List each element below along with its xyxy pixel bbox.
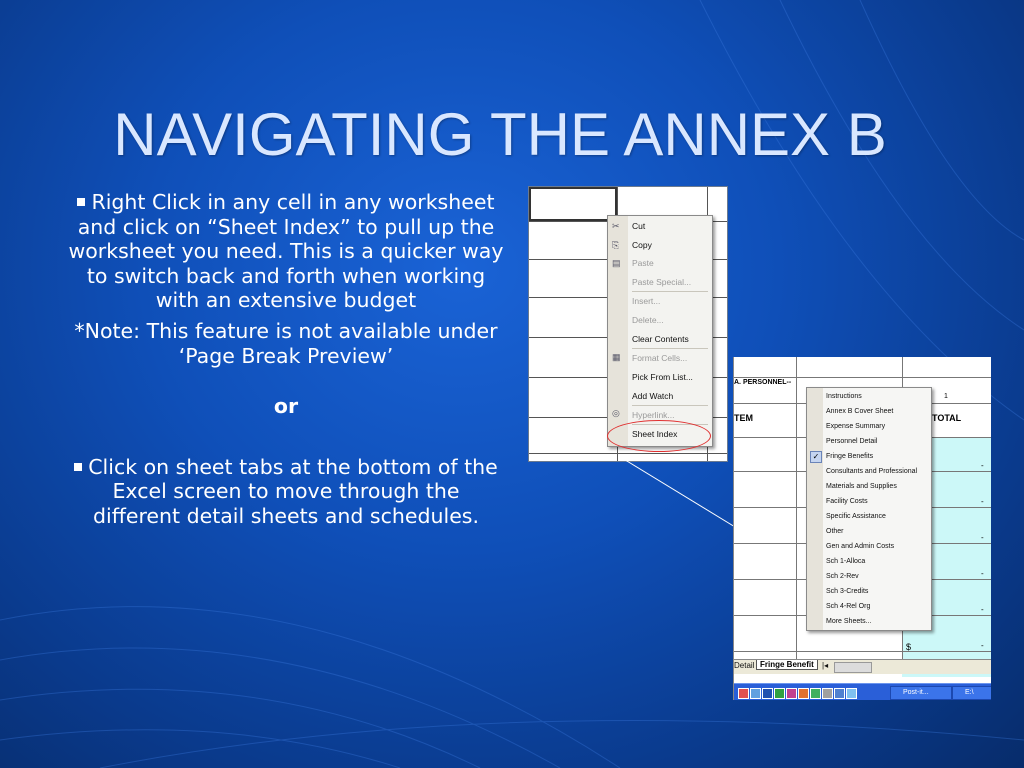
sheet-index-screenshot	[733, 357, 991, 700]
menu-item-paste[interactable]: Paste	[632, 258, 654, 268]
menu-item-copy[interactable]: Copy	[632, 240, 652, 250]
taskbar-button-drive[interactable]: E:\	[952, 686, 991, 700]
bullet-text: Click on sheet tabs at the bottom of the Excel screen to move through the different detail sheets and schedules.	[88, 454, 498, 528]
windows-taskbar	[734, 683, 991, 700]
sheet-tab-fringe-benefit[interactable]: Fringe Benefit	[756, 660, 818, 670]
sheet-menu-item[interactable]: Facility Costs	[826, 498, 868, 505]
menu-item-hyperlink[interactable]: Hyperlink...	[632, 410, 675, 420]
app-icon[interactable]	[810, 688, 821, 699]
hyperlink-icon: ◎	[612, 408, 620, 418]
sheet-menu-item[interactable]: Sch 1-Alloca	[826, 558, 866, 565]
taskbar-button-postit[interactable]: Post-it...	[890, 686, 952, 700]
sheet-menu-item[interactable]: Sch 3-Credits	[826, 588, 869, 595]
horizontal-scrollbar[interactable]	[834, 662, 872, 673]
bullet-item-sheet-tabs	[68, 455, 504, 529]
checkmark-icon: ✓	[810, 451, 822, 463]
grid-line	[796, 357, 797, 659]
app-icon[interactable]	[834, 688, 845, 699]
menu-item-add-watch[interactable]: Add Watch	[632, 391, 674, 401]
excel-icon[interactable]	[774, 688, 785, 699]
paste-icon: ▤	[612, 258, 621, 268]
selected-cell[interactable]	[529, 187, 617, 221]
cell-value: -	[981, 497, 984, 506]
highlight-oval	[607, 420, 711, 452]
sheet-menu-item[interactable]: Annex B Cover Sheet	[826, 408, 894, 415]
sheet-menu-item[interactable]: Materials and Supplies	[826, 483, 897, 490]
sheet-menu-item[interactable]: Gen and Admin Costs	[826, 543, 895, 550]
cell-value: -	[981, 605, 984, 614]
context-menu-screenshot	[528, 186, 728, 462]
sheet-menu-item[interactable]: Sch 4-Rel Org	[826, 603, 871, 610]
sheet-tabs-bar	[734, 659, 991, 674]
menu-item-pick-from-list[interactable]: Pick From List...	[632, 372, 693, 382]
sheet-menu-item-more[interactable]: More Sheets...	[826, 618, 872, 625]
grid-line	[734, 377, 991, 378]
menu-item-clear-contents[interactable]: Clear Contents	[632, 334, 689, 344]
menu-icon-strip	[807, 388, 823, 630]
scissors-icon: ✂	[612, 221, 620, 231]
app-icon[interactable]	[750, 688, 761, 699]
format-cells-icon: ▦	[612, 352, 621, 362]
total-column-header: TOTAL	[932, 413, 962, 423]
cell-value: -	[981, 461, 984, 470]
app-icon[interactable]	[786, 688, 797, 699]
powerpoint-icon[interactable]	[798, 688, 809, 699]
bullet-item-right-click	[68, 190, 504, 313]
copy-icon: ⎘	[612, 240, 620, 250]
context-menu	[607, 215, 713, 447]
menu-item-paste-special[interactable]: Paste Special...	[632, 277, 692, 287]
app-icon[interactable]	[846, 688, 857, 699]
currency-symbol: $	[906, 642, 912, 652]
sheet-index-menu	[806, 387, 932, 631]
cell-value: -	[981, 569, 984, 578]
slide-body	[68, 190, 504, 529]
section-header: A. PERSONNEL--	[734, 379, 792, 386]
item-column-header: TEM	[734, 413, 753, 423]
menu-separator	[632, 348, 708, 349]
bullet-square-icon	[74, 463, 82, 471]
or-separator: or	[273, 394, 299, 419]
column-number: 1	[944, 393, 948, 400]
menu-item-delete[interactable]: Delete...	[632, 315, 664, 325]
note-text: *Note: This feature is not available under ‘Page Break Preview’	[74, 318, 498, 368]
cell-value: -	[981, 533, 984, 542]
sheet-menu-item[interactable]: Fringe Benefits	[826, 453, 874, 460]
menu-item-sheet-index[interactable]: Sheet Index	[632, 429, 678, 439]
word-icon[interactable]	[762, 688, 773, 699]
sheet-menu-item[interactable]: Consultants and Professional	[826, 468, 918, 475]
slide-title: NAVIGATING THE ANNEX B	[113, 101, 887, 168]
app-icon[interactable]	[738, 688, 749, 699]
menu-item-insert[interactable]: Insert...	[632, 296, 661, 306]
sheet-menu-item[interactable]: Personnel Detail	[826, 438, 878, 445]
grid-line	[529, 453, 727, 454]
bullet-square-icon	[77, 198, 85, 206]
sheet-menu-item[interactable]: Sch 2-Rev	[826, 573, 859, 580]
menu-separator	[632, 291, 708, 292]
sheet-menu-item[interactable]: Other	[826, 528, 844, 535]
sheet-tab-detail[interactable]: Detail	[734, 661, 755, 670]
grid-line	[734, 651, 991, 652]
tab-scroll-button[interactable]: |◂	[822, 661, 829, 670]
cell-value: -	[981, 641, 984, 650]
sheet-menu-item[interactable]: Instructions	[826, 393, 862, 400]
menu-item-format-cells[interactable]: Format Cells...	[632, 353, 688, 363]
menu-separator	[632, 405, 708, 406]
bullet-text: Right Click in any cell in any worksheet and click on “Sheet Index” to pull up the worksheet you need. This is a quicker way to switch back and forth when working with an extensive budget	[68, 190, 504, 313]
sheet-menu-item[interactable]: Expense Summary	[826, 423, 886, 430]
menu-item-cut[interactable]: Cut	[632, 221, 646, 231]
app-icon[interactable]	[822, 688, 833, 699]
sheet-menu-item[interactable]: Specific Assistance	[826, 513, 886, 520]
